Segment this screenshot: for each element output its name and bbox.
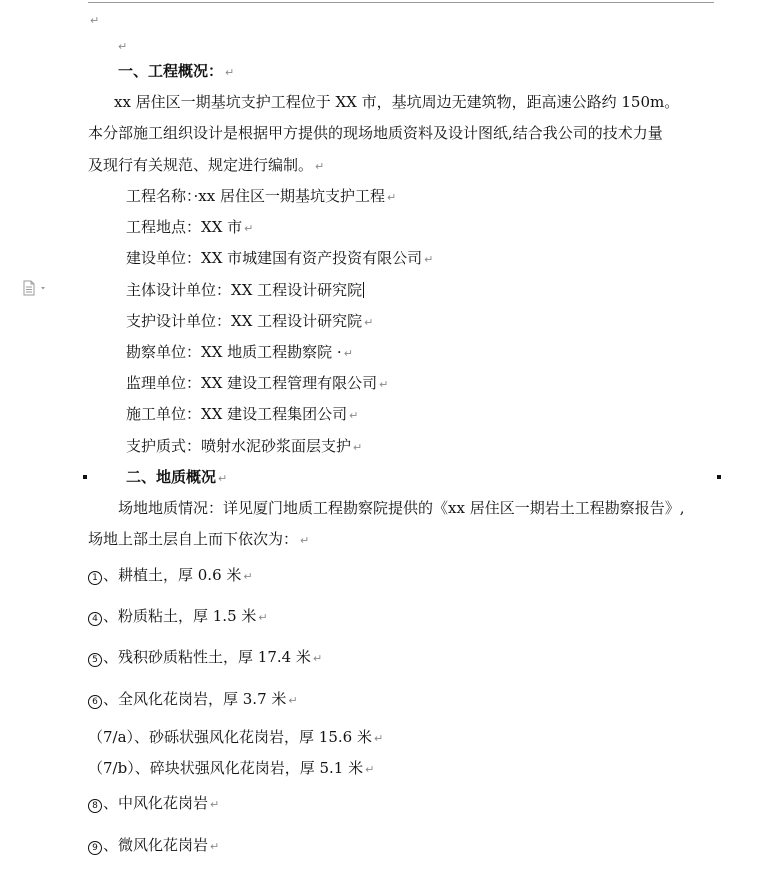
paragraph-mark: ↵ (90, 14, 100, 27)
paragraph-mark: ↵ (218, 472, 228, 485)
paragraph-mark: ↵ (300, 534, 310, 547)
info-value: XX 建设工程管理有限公司 (201, 374, 378, 392)
soil-layer-item[interactable] (88, 648, 322, 668)
selection-handle-left[interactable] (83, 475, 87, 479)
intro-line[interactable] (114, 93, 679, 111)
info-value: XX 市城建国有资产投资有限公司 (201, 249, 423, 267)
circled-number: 1 (88, 571, 102, 585)
soil-layer-text: 、耕植土，厚 0.6 米 (103, 566, 242, 584)
body-text: 场地地质情况：详见厦门地质工程勘察院提供的《xx 居住区一期岩土工程勘察报告》, (118, 499, 685, 517)
paragraph-mark: ↵ (312, 652, 323, 665)
paragraph-mark: ↵ (349, 409, 359, 422)
info-label: 施工单位： (126, 405, 202, 423)
soil-layer-item[interactable] (88, 728, 383, 748)
info-value: XX 地质工程勘察院 · (201, 343, 342, 361)
paragraph-mark: ↵ (424, 253, 434, 266)
paragraph-mark: ↵ (288, 694, 298, 707)
section-heading[interactable] (126, 468, 227, 488)
info-value: ·xx 居住区一期基坑支护工程 (193, 187, 385, 205)
intro-line[interactable] (88, 156, 324, 176)
circled-number: 5 (88, 653, 102, 667)
info-value: 喷射水泥砂浆面层支护 (201, 437, 352, 455)
info-label: 工程地点： (126, 218, 202, 236)
empty-paragraph[interactable] (88, 10, 99, 30)
paragraph-mark: ↵ (373, 732, 384, 745)
info-item[interactable] (126, 405, 358, 425)
paragraph-mark: ↵ (379, 378, 389, 391)
paragraph-mark: ↵ (225, 66, 235, 79)
geology-line[interactable] (118, 499, 684, 517)
soil-layer-text: 、残积砂质粘性土，厚 17.4 米 (103, 648, 311, 666)
circled-number: 8 (88, 799, 102, 813)
body-text: 场地上部土层自上而下依次为： (88, 530, 299, 548)
soil-layer-item[interactable] (88, 836, 219, 856)
paragraph-mark: ↵ (243, 570, 253, 583)
info-value: XX 市 (201, 218, 243, 236)
info-item[interactable] (126, 218, 253, 238)
circled-number: 9 (88, 841, 102, 855)
soil-layer-text: 、微风化花岗岩 (103, 836, 209, 854)
info-item[interactable] (126, 437, 362, 457)
info-label: 工程名称： (126, 187, 194, 205)
soil-layer-text: 、粉质粘土，厚 1.5 米 (103, 607, 257, 625)
body-text: 及现行有关规范、规定进行编制。 (88, 156, 314, 174)
body-text: xx 居住区一期基坑支护工程位于 XX 市，基坑周边无建筑物，距高速公路约 150m。 (114, 93, 680, 111)
text-cursor (363, 282, 364, 298)
info-value: XX 工程设计研究院 (231, 281, 363, 299)
info-label: 支护质式： (126, 437, 202, 455)
geology-line[interactable] (88, 530, 309, 550)
paragraph-mark: ↵ (364, 316, 374, 329)
page-top-rule (88, 2, 714, 3)
soil-layer-item[interactable] (88, 690, 298, 710)
info-item[interactable] (126, 343, 353, 363)
soil-layer-text: （7/b）、碎块状强风化花岗岩，厚 5.1 米 (88, 759, 364, 777)
empty-paragraph[interactable] (116, 36, 127, 56)
soil-layer-item[interactable] (88, 566, 253, 586)
paragraph-mark: ↵ (210, 840, 220, 853)
body-text: 本分部施工组织设计是根据甲方提供的现场地质资料及设计图纸,结合我公司的技术力量 (88, 124, 663, 142)
circled-number: 4 (88, 612, 102, 626)
info-label: 监理单位： (126, 374, 202, 392)
info-item[interactable] (126, 249, 433, 269)
soil-layer-text: 、中风化花岗岩 (103, 794, 209, 812)
selection-handle-right[interactable] (717, 475, 721, 479)
info-label: 主体设计单位： (126, 281, 232, 299)
info-item[interactable] (126, 281, 364, 299)
paragraph-mark: ↵ (258, 611, 268, 624)
section-heading-text: 一、工程概况： (118, 62, 224, 80)
document-icon[interactable] (22, 280, 48, 296)
info-item[interactable] (126, 374, 388, 394)
info-value: XX 工程设计研究院 (231, 312, 363, 330)
paragraph-mark: ↵ (353, 441, 363, 454)
paragraph-mark: ↵ (386, 191, 397, 204)
intro-line[interactable] (88, 124, 663, 142)
info-label: 建设单位： (126, 249, 202, 267)
soil-layer-item[interactable] (88, 794, 219, 814)
info-label: 支护设计单位： (126, 312, 232, 330)
section-heading-text: 二、地质概况 (126, 468, 217, 486)
info-value: XX 建设工程集团公司 (201, 405, 348, 423)
paragraph-mark: ↵ (343, 347, 353, 360)
soil-layer-item[interactable] (88, 607, 268, 627)
soil-layer-text: （7/a）、砂砾状强风化花岗岩，厚 15.6 米 (88, 728, 372, 746)
paragraph-mark: ↵ (118, 40, 128, 53)
soil-layer-text: 、全风化花岗岩，厚 3.7 米 (103, 690, 287, 708)
paragraph-mark: ↵ (365, 763, 375, 776)
section-heading[interactable] (118, 62, 234, 82)
paragraph-mark: ↵ (315, 160, 325, 173)
info-item[interactable] (126, 312, 373, 332)
circled-number: 6 (88, 695, 102, 709)
info-item[interactable] (126, 187, 396, 207)
paragraph-mark: ↵ (244, 222, 254, 235)
soil-layer-item[interactable] (88, 759, 374, 779)
info-label: 勘察单位： (126, 343, 202, 361)
paragraph-mark: ↵ (210, 798, 220, 811)
